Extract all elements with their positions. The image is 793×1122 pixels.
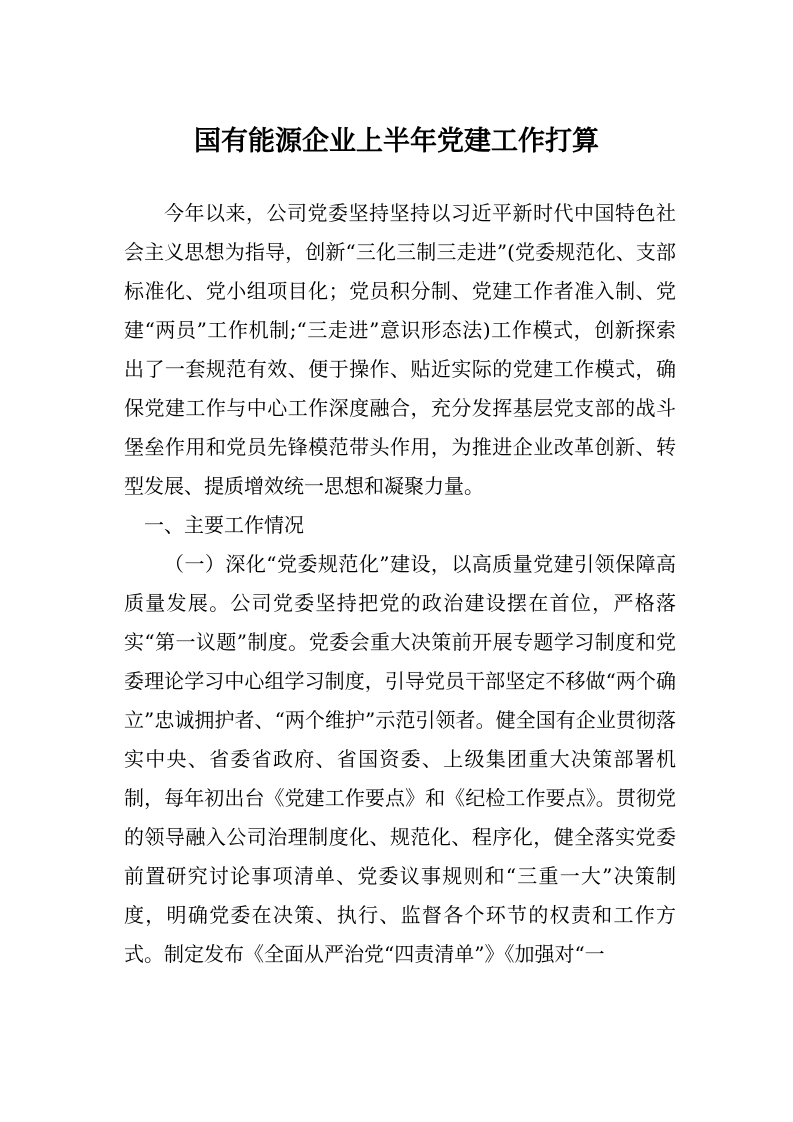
document-body [124, 194, 676, 974]
body-paragraph: （一）深化“党委规范化”建设，以高质量党建引领保障高质量发展。公司党委坚持把党的政治建设摆在首位，严格落实“第一议题”制度。党委会重大决策前开展专题学习制度和党委理论学习中心组学习制度，引导党员干部坚定不移做“两个确立”忠诚拥护者、“两个维护”示范引领者。健全国有企业贯彻落实中央、省委省政府、省国资委、上级集团重大决策部署机制，每年初出台《党建工作要点》和《纪检工作要点》。贯彻党的领导融入公司治理制度化、规范化、程序化，健全落实党委前置研究讨论事项清单、党委议事规则和“三重一大”决策制度，明确党委在决策、执行、监督各个环节的权责和工作方式。制定发布《全面从严治党“四责清单”》《加强对“一 [124, 552, 676, 966]
document-title: 国有能源企业上半年党建工作打算 [194, 126, 599, 157]
intro-paragraph: 今年以来，公司党委坚持坚持以习近平新时代中国特色社会主义思想为指导，创新“三化三制三走进”(党委规范化、支部标准化、党小组项目化；党员积分制、党建工作者准入制、党建“两员”工作机制;“三走进”意识形态法)工作模式，创新探索出了一套规范有效、便于操作、贴近实际的党建工作模式，确保党建工作与中心工作深度融合，充分发挥基层党支部的战斗堡垒作用和党员先锋模范带头作用，为推进企业改革创新、转型发展、提质增效统一思想和凝聚力量。 [124, 201, 676, 498]
section-heading: 一、主要工作情况 [144, 513, 304, 537]
